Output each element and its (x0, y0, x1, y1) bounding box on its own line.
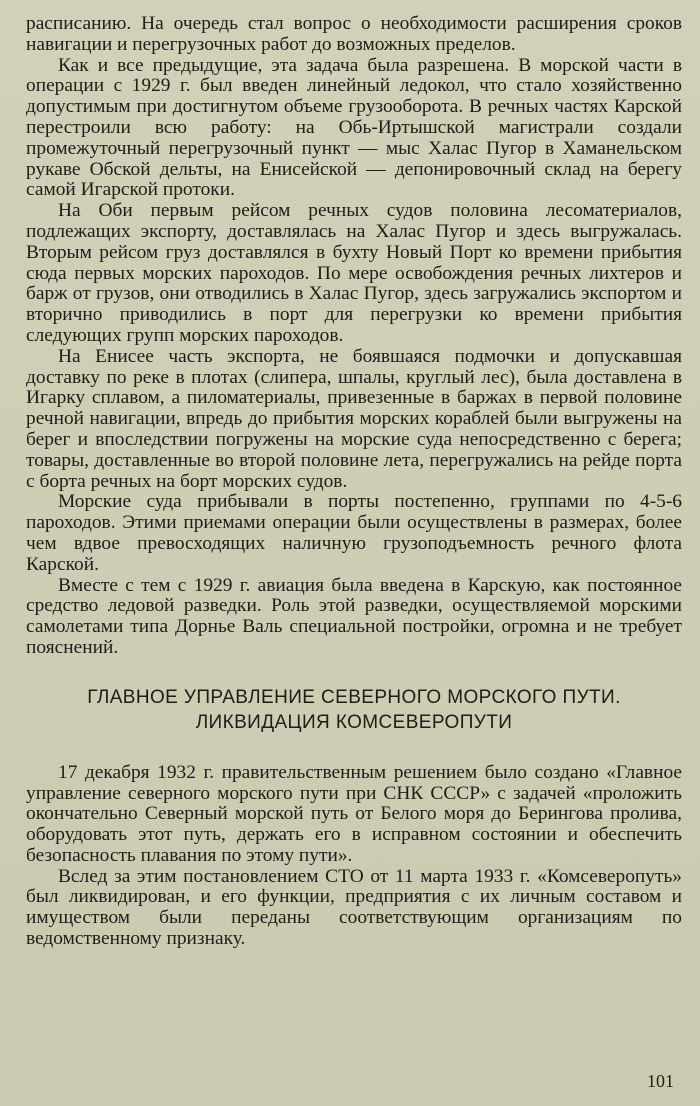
paragraph: Вслед за этим постановлением СТО от 11 марта 1933 г. «Комсеверопуть» был ликвидирован, и его функции, предприятия с их личным составом и имуществом были переданы соответствующим организациям по ведомственному признаку. (26, 865, 682, 950)
paragraph: На Енисее часть экспорта, не боявшаяся подмочки и допускавшая доставку по реке в плотах (слипера, шпалы, круглый лес), была доставлена в Игарку сплавом, а пиломатериалы, привезенные в баржах в первой половине речной навигации, впредь до прибытия морских кораблей были выгружены на берег и впоследствии погружены на морские суда непосредственно с берега; товары, доставленные во второй половине лета, перегружались на рейде порта с борта речных на борт морских судов. (26, 345, 682, 492)
section-heading-line-2: ЛИКВИДАЦИЯ КОМСЕВЕРОПУТИ (195, 711, 513, 733)
section-heading-line-1: ГЛАВНОЕ УПРАВЛЕНИЕ СЕВЕРНОГО МОРСКОГО ПУТИ. (87, 686, 621, 708)
paragraph: Морские суда прибывали в порты постепенно, группами по 4-5-6 пароходов. Этими приемами операции были осуществлены в размерах, более чем вдвое превосходящих наличную грузоподъемность речного флота Карской. (26, 491, 682, 575)
paragraph: 17 декабря 1932 г. правительственным решением было создано «Главное управление северного морского пути при СНК СССР» с задачей «проложить окончательно Северный морской путь от Белого моря до Берингова пролива, оборудовать этот путь, держать его в исправном состоянии и обеспечить безопасность плавания по этому пути». (26, 761, 682, 866)
paragraph: расписанию. На очередь стал вопрос о необходимости расширения сроков навигации и перегрузочных работ до возможных пределов. (26, 13, 682, 55)
paragraph: Вместе с тем с 1929 г. авиация была введена в Карскую, как постоянное средство ледовой разведки. Роль этой разведки, осуществляемой морскими самолетами типа Дорнье Валь специальной постройки, огромна и не требует пояснений. (26, 574, 682, 658)
paragraph: Как и все предыдущие, эта задача была разрешена. В морской части в операции с 1929 г. был введен линейный ледокол, что стало хозяйственно допустимым при достигнутом объеме грузооборота. В речных частях Карской перестроили всю работу: на Обь-Иртышской магистрали создали промежуточный перегрузочный пункт — мыс Халас Пугор в Хаманельском рукаве Обской дельты, на Енисейской — депонировочный склад на берегу самой Игарской протоки. (26, 54, 682, 201)
text-block-before-heading (26, 14, 682, 659)
section-heading (26, 685, 682, 735)
page-number: 101 (647, 1071, 674, 1091)
paragraph: На Оби первым рейсом речных судов половина лесоматериалов, подлежащих экспорту, доставлялась на Халас Пугор и здесь выгружалась. Вторым рейсом груз доставлялся в бухту Новый Порт ко времени прибытия сюда первых морских пароходов. По мере освобождения речных лихтеров и барж от грузов, они отводились в Халас Пугор, здесь загружались экспортом и вторично приводились в порт для перегрузки ко времени прибытия следующих групп морских пароходов. (26, 200, 682, 346)
text-block-after-heading (26, 763, 682, 950)
